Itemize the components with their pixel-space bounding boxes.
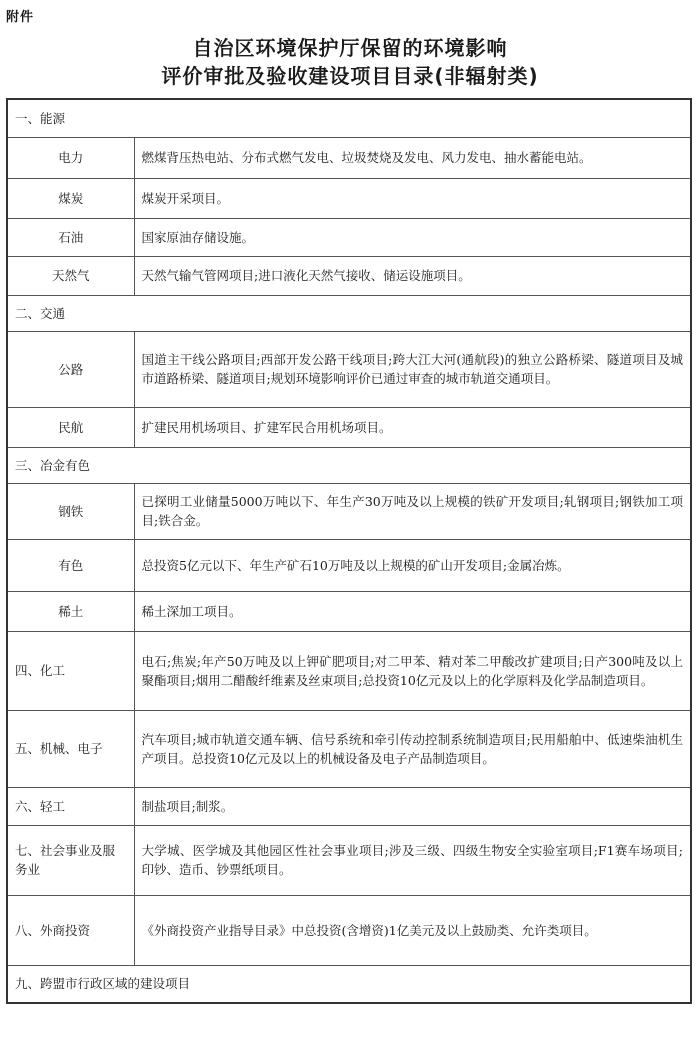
document-title-line-2: 评价审批及验收建设项目目录(非辐射类) [161,64,539,88]
table-row-section [7,295,691,331]
category-cell: 四、化工 [7,631,134,710]
table-row [7,710,691,787]
table-row [7,539,691,591]
description-cell: 电石;焦炭;年产50万吨及以上钾矿肥项目;对二甲苯、精对苯二甲酸改扩建项目;日产300吨及以上聚酯项目;烟用二醋酸纤维素及丝束项目;总投资10亿元及以上的化学原料及化学品制造项目。 [134,631,691,710]
table-row [7,591,691,631]
table-row-section [7,99,691,137]
category-cell: 有色 [7,539,134,591]
category-cell: 稀土 [7,591,134,631]
category-cell: 七、社会事业及服务业 [7,825,134,895]
description-cell: 大学城、医学城及其他园区性社会事业项目;涉及三级、四级生物安全实验室项目;F1赛车场项目;印钞、造币、钞票纸项目。 [134,825,691,895]
attachment-label: 附件 [6,10,35,25]
category-cell: 煤炭 [7,178,134,218]
table-row [7,331,691,407]
category-cell: 公路 [7,331,134,407]
description-cell: 国家原油存储设施。 [134,218,691,256]
table-row [7,483,691,539]
description-cell: 煤炭开采项目。 [134,178,691,218]
section-heading-transport: 二、交通 [7,295,691,331]
description-cell: 制盐项目;制浆。 [134,787,691,825]
section-heading-energy: 一、能源 [7,99,691,137]
description-cell: 《外商投资产业指导目录》中总投资(含增资)1亿美元及以上鼓励类、允许类项目。 [134,895,691,965]
document-title-line-1: 自治区环境保护厅保留的环境影响 [192,36,508,60]
category-cell: 电力 [7,137,134,178]
description-cell: 稀土深加工项目。 [134,591,691,631]
section-heading-metallurgy: 三、冶金有色 [7,447,691,483]
description-cell: 扩建民用机场项目、扩建军民合用机场项目。 [134,407,691,447]
description-cell: 天然气输气管网项目;进口液化天然气接收、储运设施项目。 [134,256,691,295]
table-row [7,407,691,447]
category-cell: 八、外商投资 [7,895,134,965]
table-row [7,256,691,295]
description-cell: 总投资5亿元以下、年生产矿石10万吨及以上规模的矿山开发项目;金属冶炼。 [134,539,691,591]
table-row [7,137,691,178]
category-cell: 钢铁 [7,483,134,539]
description-cell: 国道主干线公路项目;西部开发公路干线项目;跨大江大河(通航段)的独立公路桥梁、隧道项目及城市道路桥梁、隧道项目;规划环境影响评价已通过审查的城市轨道交通项目。 [134,331,691,407]
description-cell: 汽车项目;城市轨道交通车辆、信号系统和牵引传动控制系统制造项目;民用船舶中、低速柴油机生产项目。总投资10亿元及以上的机械设备及电子产品制造项目。 [134,710,691,787]
category-cell: 六、轻工 [7,787,134,825]
table-row [7,895,691,965]
section-heading-cross-region: 九、跨盟市行政区域的建设项目 [7,965,691,1003]
category-cell: 五、机械、电子 [7,710,134,787]
description-cell: 燃煤背压热电站、分布式燃气发电、垃圾焚烧及发电、风力发电、抽水蓄能电站。 [134,137,691,178]
category-cell: 天然气 [7,256,134,295]
category-cell: 石油 [7,218,134,256]
table-row [7,825,691,895]
table-row [7,178,691,218]
table-row [7,218,691,256]
description-cell: 已探明工业储量5000万吨以下、年生产30万吨及以上规模的铁矿开发项目;轧钢项目;钢铁加工项目;铁合金。 [134,483,691,539]
project-catalog-table [6,98,692,1004]
table-row [7,787,691,825]
table-row-section [7,965,691,1003]
table-row-section [7,447,691,483]
category-cell: 民航 [7,407,134,447]
table-row [7,631,691,710]
